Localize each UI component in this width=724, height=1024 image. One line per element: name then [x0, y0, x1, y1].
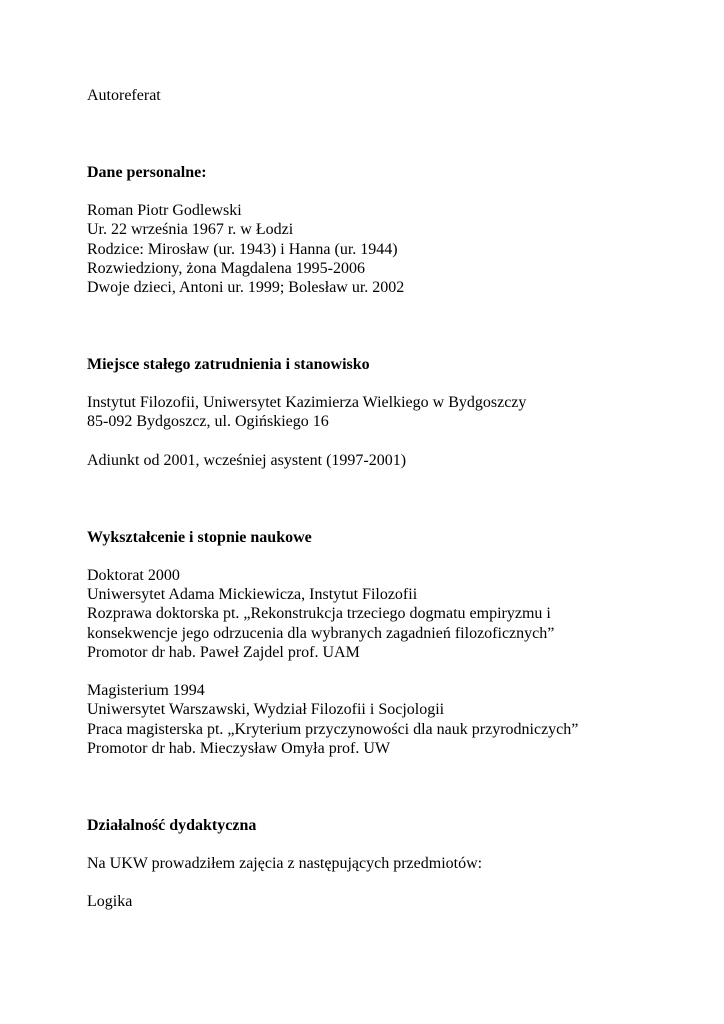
personal-section: [87, 163, 687, 297]
doctorate-university: Uniwersytet Adama Mickiewicza, Instytut Filozofii: [87, 586, 418, 604]
personal-children: Dwoje dzieci, Antoni ur. 1999; Bolesław ur. 2002: [87, 279, 405, 296]
teaching-section: [87, 816, 687, 912]
teaching-subject-item: Logika: [87, 893, 133, 911]
masters-university: Uniwersytet Warszawski, Wydział Filozofii i Socjologii: [87, 701, 445, 719]
masters-year: Magisterium 1994: [87, 682, 205, 700]
personal-heading: Dane personalne:: [87, 163, 207, 181]
masters-thesis: Praca magisterska pt. „Kryterium przyczynowości dla nauk przyrodniczych”: [87, 720, 579, 738]
personal-parents: Rodzice: Mirosław (ur. 1943) i Hanna (ur. 1944): [87, 240, 398, 258]
education-heading: Wykształcenie i stopnie naukowe: [87, 528, 312, 546]
personal-birth: Ur. 22 września 1967 r. w Łodzi: [87, 221, 294, 239]
employment-position: Adiunkt od 2001, wcześniej asystent (1997-2001): [87, 451, 407, 469]
personal-marital: Rozwiedziony, żona Magdalena 1995-2006: [87, 259, 365, 277]
employment-institution: Instytut Filozofii, Uniwersytet Kazimierza Wielkiego w Bydgoszczy: [87, 394, 527, 412]
document-page: [87, 86, 687, 912]
teaching-heading: Działalność dydaktyczna: [87, 816, 257, 834]
document-title: Autoreferat: [87, 87, 161, 104]
employment-heading: Miejsce stałego zatrudnienia i stanowisko: [87, 355, 370, 373]
doctorate-thesis-line-1: Rozprawa doktorska pt. „Rekonstrukcja trzeciego dogmatu empiryzmu i: [87, 605, 551, 623]
employment-address: 85-092 Bydgoszcz, ul. Ogińskiego 16: [87, 413, 329, 431]
teaching-intro: Na UKW prowadziłem zajęcia z następujących przedmiotów:: [87, 854, 483, 872]
doctorate-thesis-line-2: konsekwencje jego odrzucenia dla wybranych zagadnień filozoficznych”: [87, 624, 555, 642]
education-section: [87, 528, 687, 758]
masters-promoter: Promotor dr hab. Mieczysław Omyła prof. UW: [87, 739, 391, 757]
personal-name: Roman Piotr Godlewski: [87, 202, 242, 220]
doctorate-year: Doktorat 2000: [87, 566, 180, 584]
doctorate-promoter: Promotor dr hab. Paweł Zajdel prof. UAM: [87, 643, 360, 661]
spacer: [87, 105, 687, 163]
employment-section: [87, 355, 687, 470]
